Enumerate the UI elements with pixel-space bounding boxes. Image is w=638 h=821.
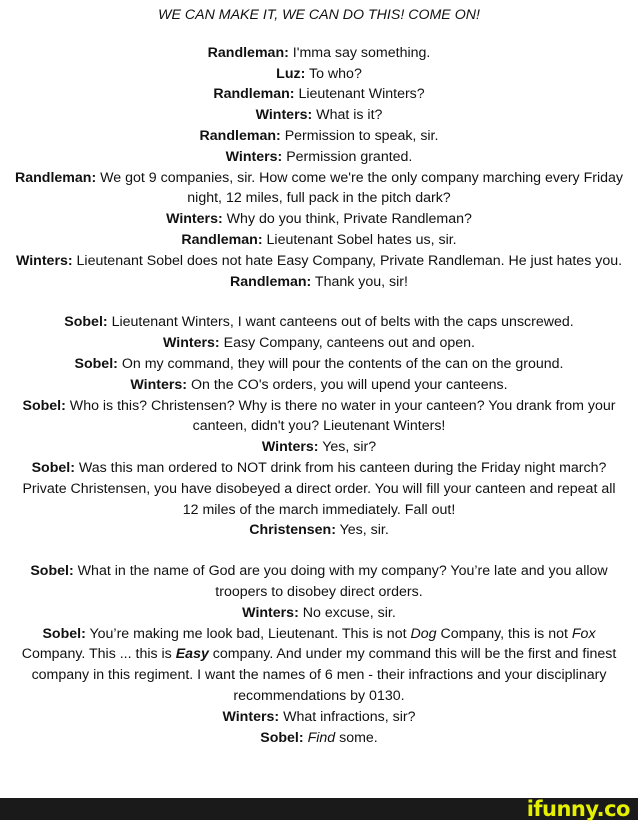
dialogue-line (14, 707, 624, 728)
dialogue-line (14, 479, 624, 521)
speaker-name: Winters: (130, 376, 188, 393)
line-text: On my command, they will pour the contents of the can on the ground. (121, 355, 564, 372)
dialogue-line (14, 603, 624, 624)
dialogue-line (14, 43, 624, 64)
line-text: We got 9 companies, sir. How come we're the only company marching every Friday night, 12 miles, full pack in the pitch dark? (100, 169, 624, 207)
speaker-name: Winters: (261, 439, 319, 456)
line-text: You’re making me look bad, Lieutenant. This is not (89, 625, 411, 642)
line-text: To who? (309, 65, 362, 82)
speaker-name: Sobel: (31, 459, 75, 476)
dialogue-line (14, 312, 624, 333)
dialogue-block (14, 561, 624, 748)
speaker-name: Luz: (276, 65, 306, 82)
dialogue-line (14, 728, 624, 749)
dialogue-block (14, 312, 624, 541)
dialogue-line (14, 520, 624, 541)
dialogue-line (14, 64, 624, 85)
speaker-name: Winters: (163, 335, 220, 352)
dialogue-line (14, 624, 624, 707)
line-text: Fox (571, 625, 596, 642)
line-text: company. And under my command this will be the first and finest company in this regiment. I want the names of 6 men - their infractions and your disciplinary recommendations by 0130. (31, 646, 617, 704)
speaker-name: Randleman: (207, 44, 289, 61)
line-text: I'mma say something. (292, 44, 431, 61)
dialogue-container (0, 43, 638, 749)
dialogue-line (14, 168, 624, 210)
line-text: Thank you, sir! (314, 273, 408, 290)
speaker-name: Sobel: (30, 563, 74, 580)
speaker-name: Randleman: (230, 273, 312, 290)
ifunny-logo: ifunny.co (526, 797, 630, 821)
line-text: Why do you think, Private Randleman? (226, 211, 472, 228)
line-text: Was this man ordered to NOT drink from his canteen during the Friday night march? (78, 459, 607, 476)
speaker-name: Randleman: (199, 127, 281, 144)
line-text: Lieutenant Sobel does not hate Easy Company, Private Randleman. He just hates you. (76, 252, 623, 269)
dialogue-line (14, 396, 624, 438)
speaker-name: Winters: (222, 708, 280, 725)
line-text: Who is this? Christensen? Why is there no water in your canteen? You drank from your canteen, didn't you? Lieutenant Winters! (69, 397, 616, 435)
speaker-name: Winters: (15, 252, 73, 269)
speaker-name: Sobel: (64, 314, 108, 331)
line-text: Company, this is not (436, 625, 572, 642)
line-text: Lieutenant Winters, I want canteens out of belts with the caps unscrewed. (111, 314, 574, 331)
speaker-name: Sobel: (260, 729, 304, 746)
watermark-bar (0, 798, 638, 820)
dialogue-line (14, 561, 624, 603)
speaker-name: Winters: (166, 211, 223, 228)
page-title: WE CAN MAKE IT, WE CAN DO THIS! COME ON! (158, 7, 480, 23)
speaker-name: Christensen: (249, 522, 336, 539)
dialogue-line (14, 272, 624, 293)
dialogue-line (14, 84, 624, 105)
dialogue-line (14, 375, 624, 396)
line-text: Dog (410, 625, 437, 642)
line-text: Easy (175, 646, 209, 663)
dialogue-line (14, 354, 624, 375)
line-text: What infractions, sir? (283, 708, 416, 725)
line-text: Yes, sir? (322, 439, 377, 456)
speaker-name: Sobel: (74, 355, 118, 372)
line-text: Yes, sir. (339, 522, 389, 539)
line-text: Company. This ... this is (21, 646, 176, 663)
line-text: Lieutenant Winters? (298, 86, 425, 103)
line-text: Permission to speak, sir. (284, 127, 439, 144)
dialogue-line (14, 251, 624, 272)
line-text: some. (335, 729, 378, 746)
speaker-name: Winters: (255, 107, 313, 124)
speaker-name: Randleman: (181, 231, 263, 248)
speaker-name: Sobel: (22, 397, 66, 414)
line-text: Easy Company, canteens out and open. (223, 335, 475, 352)
dialogue-block (14, 43, 624, 293)
dialogue-line (14, 333, 624, 354)
dialogue-line (14, 105, 624, 126)
dialogue-line (14, 230, 624, 251)
speaker-name: Sobel: (42, 625, 86, 642)
speaker-name: Randleman: (14, 169, 97, 186)
line-text: What in the name of God are you doing with my company? You’re late and you allow troopers to disobey direct orders. (77, 563, 608, 600)
line-text: Permission granted. (286, 148, 413, 165)
dialogue-line (14, 458, 624, 479)
speaker-name: Randleman: (213, 86, 295, 103)
line-text: On the CO's orders, you will upend your canteens. (191, 376, 508, 393)
dialogue-line (14, 437, 624, 458)
line-text: Lieutenant Sobel hates us, sir. (266, 231, 457, 248)
line-text: No excuse, sir. (302, 604, 396, 621)
dialogue-line (14, 209, 624, 230)
dialogue-line (14, 147, 624, 168)
line-text: What is it? (316, 107, 383, 124)
dialogue-line (14, 126, 624, 147)
speaker-name: Winters: (242, 604, 299, 621)
speaker-name: Winters: (225, 148, 283, 165)
line-text: Find (307, 729, 336, 746)
line-text: Private Christensen, you have disobeyed a direct order. You will fill your canteen and repeat all 12 miles of the march immediately. Fall out! (22, 480, 616, 518)
